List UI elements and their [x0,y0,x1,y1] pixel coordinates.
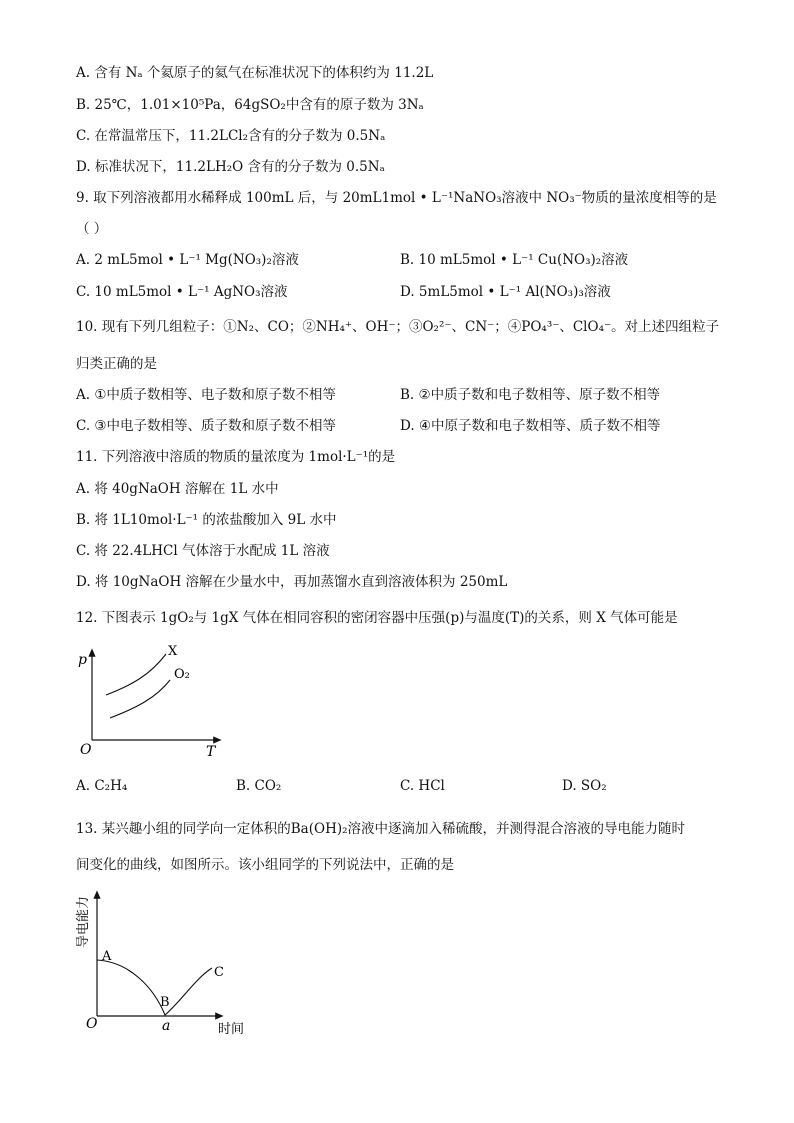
q12-y-label: p [78,652,87,668]
q13-point-c-label: C [214,965,224,980]
q8-option-c: C. 在常温常压下，11.2LCl₂含有的分子数为 0.5Nₐ [76,128,386,144]
q13-y-label: 导电能力 [76,895,91,948]
q13-origin-label: O [86,1016,98,1032]
q9-answer-paren: （ ） [76,221,108,237]
q9-option-c: C. 10 mL5mol • L⁻¹ AgNO₃溶液 [76,284,288,300]
q13-conductivity-graph [70,888,260,1038]
q12-origin-label: O [80,742,92,758]
q11-option-c: C. 将 22.4LHCl 气体溶于水配成 1L 溶液 [76,543,330,559]
q8-option-b: B. 25℃，1.01×10⁵Pa，64gSO₂中含有的原子数为 3Nₐ [76,97,424,113]
q13-conductivity-curve [97,960,212,1015]
q10-option-a: A. ①中质子数相等、电子数和原子数不相等 [76,387,336,403]
q9-stem: 9. 取下列溶液都用水稀释成 100mL 后，与 20mL1mol • L⁻¹NaNO₃溶液中 NO₃⁻物质的量浓度相等的是 [76,190,717,206]
q12-stem: 12. 下图表示 1gO₂与 1gX 气体在相同容积的密闭容器中压强(p)与温度(T)的关系，则 X 气体可能是 [76,610,678,626]
q11-option-d: D. 将 10gNaOH 溶解在少量水中，再加蒸馏水直到溶液体积为 250mL [76,574,508,590]
q10-stem: 10. 现有下列几组粒子：①N₂、CO；②NH₄⁺、OH⁻；③O₂²⁻、CN⁻；④PO₄³⁻、ClO₄⁻。对上述四组粒子 [76,319,720,335]
q12-option-c: C. HCl [400,778,445,794]
q10-stem-continued: 归类正确的是 [76,356,157,372]
q13-stem-continued: 间变化的曲线，如图所示。该小组同学的下列说法中，正确的是 [76,857,454,873]
q13-x-mark-label: a [162,1018,171,1034]
q11-option-a: A. 将 40gNaOH 溶解在 1L 水中 [76,481,279,497]
q9-option-b: B. 10 mL5mol • L⁻¹ Cu(NO₃)₂溶液 [400,252,629,268]
q12-option-b: B. CO₂ [236,778,282,794]
q12-option-d: D. SO₂ [562,778,607,794]
q12-pressure-temperature-graph [70,640,230,765]
q12-curve-o2 [110,680,170,718]
q13-stem: 13. 某兴趣小组的同学向一定体积的Ba(OH)₂溶液中逐滴加入稀硫酸，并测得混合溶液的导电能力随时 [76,821,686,837]
q12-curve-o2-label: O₂ [174,667,190,682]
q12-curve-x-label: X [168,644,178,659]
q9-option-d: D. 5mL5mol • L⁻¹ Al(NO₃)₃溶液 [400,284,611,300]
q8-option-a: A. 含有 Nₐ 个氦原子的氦气在标准状况下的体积约为 11.2L [76,65,434,81]
q10-option-c: C. ③中电子数相等、质子数和原子数不相等 [76,418,337,434]
q12-option-a: A. C₂H₄ [76,778,128,794]
q13-point-a-label: A [102,949,112,964]
q11-option-b: B. 将 1L10mol·L⁻¹ 的浓盐酸加入 9L 水中 [76,512,337,528]
q9-option-a: A. 2 mL5mol • L⁻¹ Mg(NO₃)₂溶液 [76,252,299,268]
q12-curve-x [106,654,166,695]
q11-stem: 11. 下列溶液中溶质的物质的量浓度为 1mol·L⁻¹的是 [76,449,396,465]
q8-option-d: D. 标准状况下，11.2LH₂O 含有的分子数为 0.5Nₐ [76,159,385,175]
q10-option-b: B. ②中质子数和电子数相等、原子数不相等 [400,387,661,403]
q13-x-label: 时间 [218,1022,245,1037]
q10-option-d: D. ④中原子数和电子数相等、质子数不相等 [400,418,661,434]
q12-x-label: T [206,744,216,760]
q13-point-b-label: B [160,995,170,1010]
